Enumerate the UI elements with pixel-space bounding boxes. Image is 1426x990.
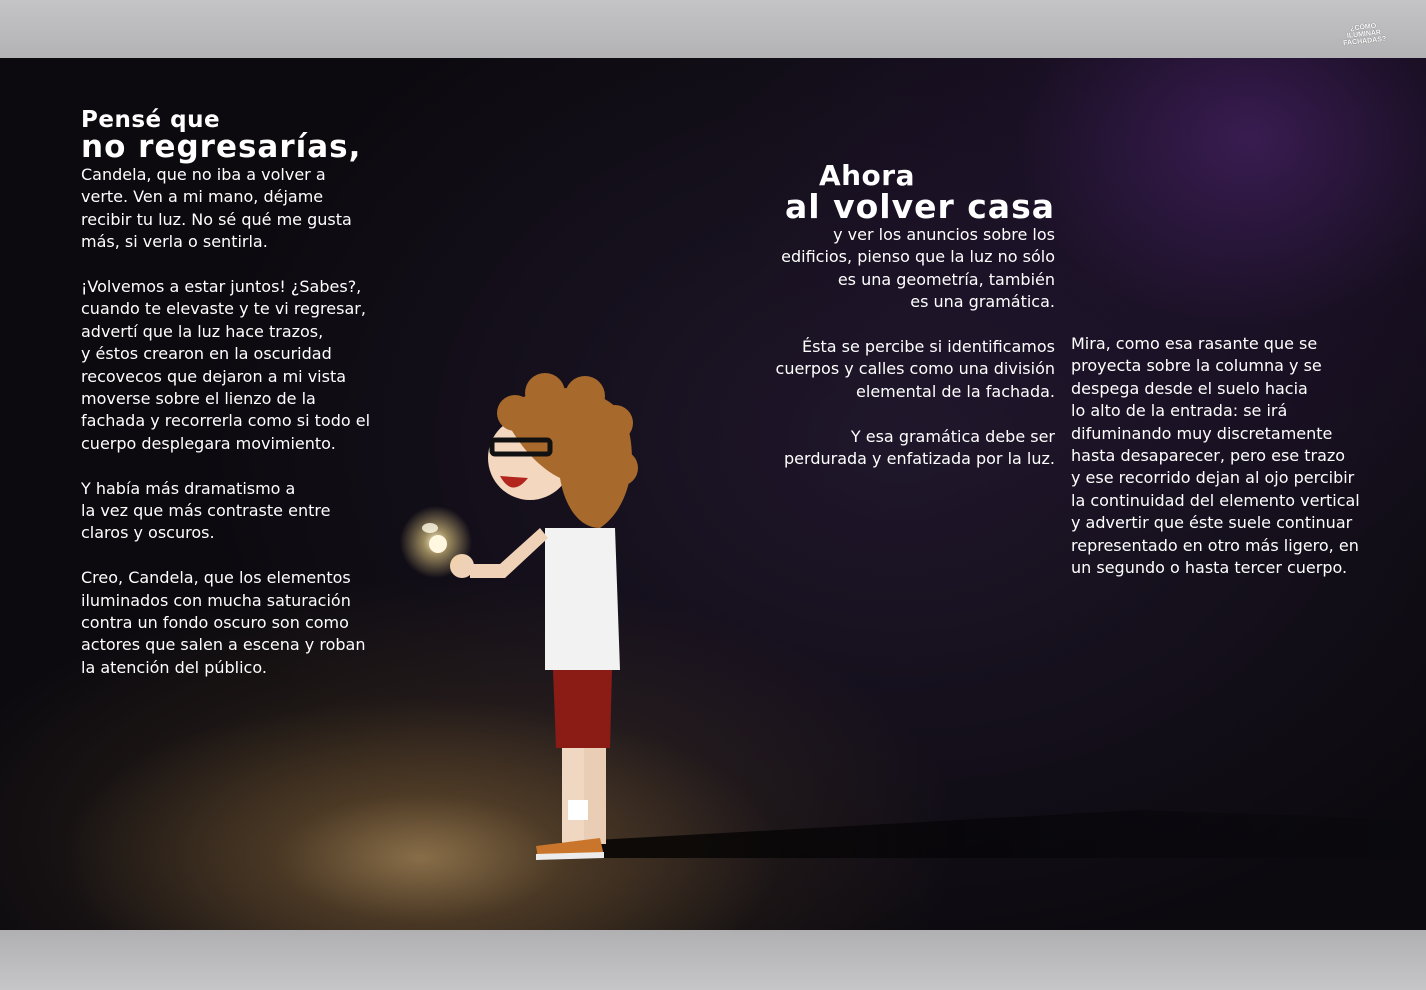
right-heading-big: al volver casa xyxy=(785,187,1055,226)
top-frame-bar xyxy=(0,0,1426,58)
left-heading-big: no regresarías, xyxy=(81,129,362,165)
far-right-text-column xyxy=(1071,333,1371,579)
right-heading-small: Ahora xyxy=(818,159,915,192)
right-paragraph-2: Ésta se percibe si identificamos cuerpos y calles como una división elemental de la fachada. xyxy=(775,337,1055,401)
left-paragraph-4: Creo, Candela, que los elementos iluminados con mucha saturación contra un fondo oscuro son como actores que salen a escena y roban la atención del público. xyxy=(81,568,366,677)
left-paragraph-2: ¡Volvemos a estar juntos! ¿Sabes?, cuando te elevaste y te vi regresar, advertí que la luz hace trazos, y éstos crearon en la oscuridad recovecos que dejaron a mi vista moverse sobre el lienzo de la fachada y recorrerla como si todo el cuerpo desplegara movimiento. xyxy=(81,277,371,453)
left-paragraph-3: Y había más dramatismo a la vez que más contraste entre claros y oscuros. xyxy=(81,478,331,543)
bottom-frame-bar xyxy=(0,930,1426,990)
left-heading-small: Pensé que xyxy=(81,107,221,133)
far-right-paragraph: Mira, como esa rasante que se proyecta sobre la columna y se despega desde el suelo hacia lo alto de la entrada: se irá difuminando muy discretamente hasta desaparecer, pero ese trazo y ese recorrido dejan al ojo percibir la continuidad del elemento vertical y advertir que éste suele continuar representado en otro más ligero, en un segundo o hasta tercer cuerpo. xyxy=(1071,334,1360,578)
right-text-column xyxy=(760,159,1055,493)
page-spread xyxy=(0,58,1426,930)
right-paragraph-1: y ver los anuncios sobre los edificios, pienso que la luz no sólo es una geometría, también es una gramática. xyxy=(781,225,1055,312)
firefly-icon xyxy=(429,535,447,553)
cast-shadow xyxy=(560,810,1426,858)
right-paragraph-3: Y esa gramática debe ser perdurada y enfatizada por la luz. xyxy=(784,426,1055,469)
left-paragraph-1: Candela, que no iba a volver a verte. Ven a mi mano, déjame recibir tu luz. No sé qué me gusta más, si verla o sentirla. xyxy=(81,165,352,252)
book-logo: ¿CÓMO ILUMINAR FACHADAS? xyxy=(1342,22,1387,48)
left-text-column xyxy=(81,108,371,702)
